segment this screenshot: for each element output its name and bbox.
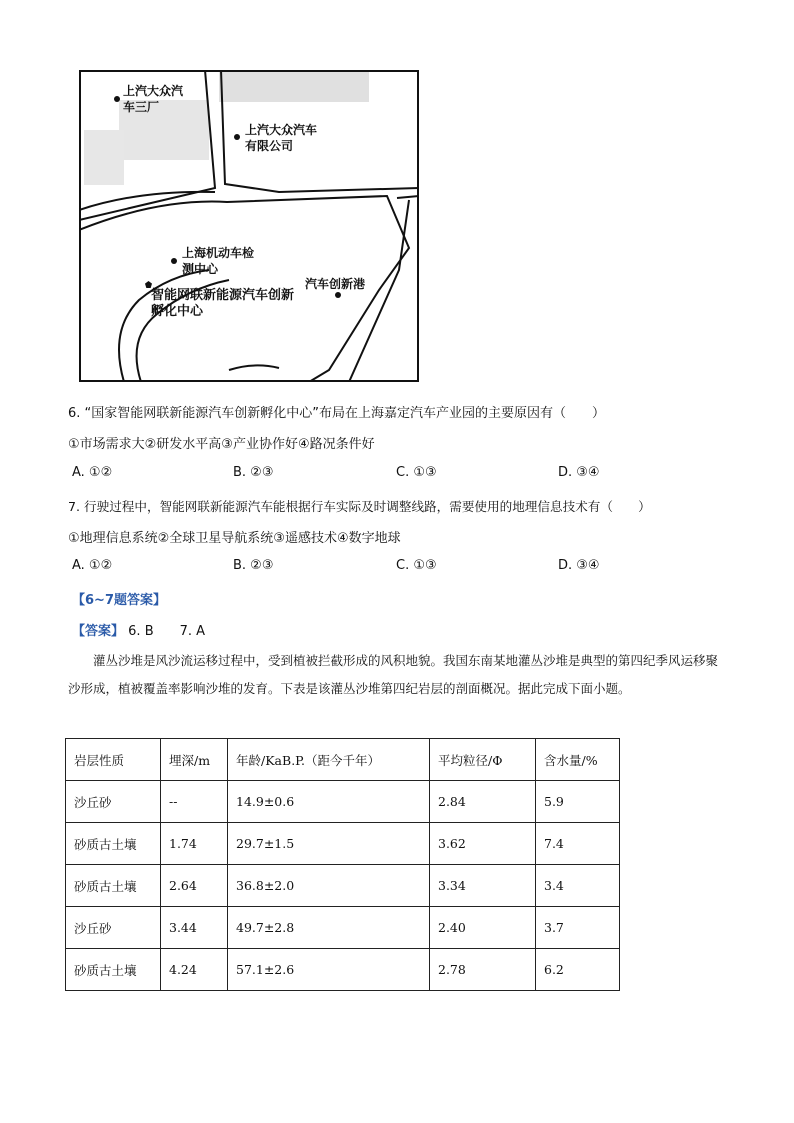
table-row — [66, 781, 620, 823]
table-cell: 57.1±2.6 — [228, 949, 430, 991]
table-header: 岩层性质 — [66, 739, 161, 781]
table-cell: 3.4 — [536, 865, 620, 907]
svw-co-marker — [234, 134, 240, 140]
inspection-marker — [171, 258, 177, 264]
table-row — [66, 823, 620, 865]
q7-stem: 7. 行驶过程中，智能网联新能源汽车能根据行车实际及时调整线路，需要使用的地理信息技术有（ ） — [68, 499, 651, 514]
q6-stem: 6. “国家智能网联新能源汽车创新孵化中心”布局在上海嘉定汽车产业园的主要原因有（ ） — [68, 406, 606, 421]
table-cell: 砂质古土壤 — [66, 823, 161, 865]
answer-tag: 【答案】 — [72, 624, 125, 639]
table-row — [66, 865, 620, 907]
q6-items: ①市场需求大②研发水平高③产业协作好④路况条件好 — [68, 437, 375, 452]
table-header: 埋深/m — [161, 739, 228, 781]
table-cell: 3.34 — [430, 865, 536, 907]
answer-heading: 【6~7题答案】 — [72, 593, 166, 608]
table-cell: 3.7 — [536, 907, 620, 949]
answer-line — [72, 620, 205, 639]
svw-plant3-marker — [114, 96, 120, 102]
table-cell: 2.40 — [430, 907, 536, 949]
table-header-row — [66, 739, 620, 781]
strata-table — [65, 738, 620, 991]
answer-text: 6. B 7. A — [128, 624, 206, 639]
table-cell: 1.74 — [161, 823, 228, 865]
q7-items: ①地理信息系统②全球卫星导航系统③遥感技术④数字地球 — [68, 531, 401, 546]
table-cell: 29.7±1.5 — [228, 823, 430, 865]
map-roads — [79, 70, 419, 382]
table-cell: 2.78 — [430, 949, 536, 991]
table-row — [66, 949, 620, 991]
passage-text: 灌丛沙堆是风沙流运移过程中，受到植被拦截形成的风积地貌。我国东南某地灌丛沙堆是典型的第四纪季风运移聚沙形成，植被覆盖率影响沙堆的发育。下表是该灌丛沙堆第四纪岩层的剖面概况。据此完成下面小题。 — [68, 653, 719, 696]
table-cell: 砂质古土壤 — [66, 949, 161, 991]
port-marker — [335, 292, 341, 298]
inspection-label: 上海机动车检测中心 — [182, 246, 255, 276]
area-map — [79, 70, 419, 382]
table-cell: 7.4 — [536, 823, 620, 865]
table-row — [66, 907, 620, 949]
table-header: 含水量/% — [536, 739, 620, 781]
svw-co-label: 上汽大众汽车有限公司 — [245, 123, 318, 153]
table-cell: 5.9 — [536, 781, 620, 823]
table-header: 平均粒径/Φ — [430, 739, 536, 781]
q6-option-a[interactable]: A. ①② — [72, 465, 113, 480]
q6-option-c[interactable]: C. ①③ — [396, 465, 437, 480]
table-cell: 49.7±2.8 — [228, 907, 430, 949]
table-cell: -- — [161, 781, 228, 823]
table-cell: 2.84 — [430, 781, 536, 823]
table-cell: 3.44 — [161, 907, 228, 949]
table-cell: 14.9±0.6 — [228, 781, 430, 823]
table-cell: 2.64 — [161, 865, 228, 907]
table-cell: 6.2 — [536, 949, 620, 991]
q7-option-a[interactable]: A. ①② — [72, 558, 113, 573]
table-cell: 沙丘砂 — [66, 907, 161, 949]
table-cell: 砂质古土壤 — [66, 865, 161, 907]
incubator-label: 智能网联新能源汽车创新孵化中心 — [151, 288, 295, 319]
table-cell: 沙丘砂 — [66, 781, 161, 823]
q6-option-d[interactable]: D. ③④ — [558, 465, 600, 480]
q7-option-b[interactable]: B. ②③ — [233, 558, 274, 573]
table-cell: 3.62 — [430, 823, 536, 865]
table-header: 年龄/KaB.P.（距今千年） — [228, 739, 430, 781]
port-label: 汽车创新港 — [305, 277, 366, 291]
q6-option-b[interactable]: B. ②③ — [233, 465, 274, 480]
q7-option-d[interactable]: D. ③④ — [558, 558, 600, 573]
q7-option-c[interactable]: C. ①③ — [396, 558, 437, 573]
svw-plant3-label: 上汽大众汽车三厂 — [123, 84, 184, 114]
table-cell: 36.8±2.0 — [228, 865, 430, 907]
table-cell: 4.24 — [161, 949, 228, 991]
